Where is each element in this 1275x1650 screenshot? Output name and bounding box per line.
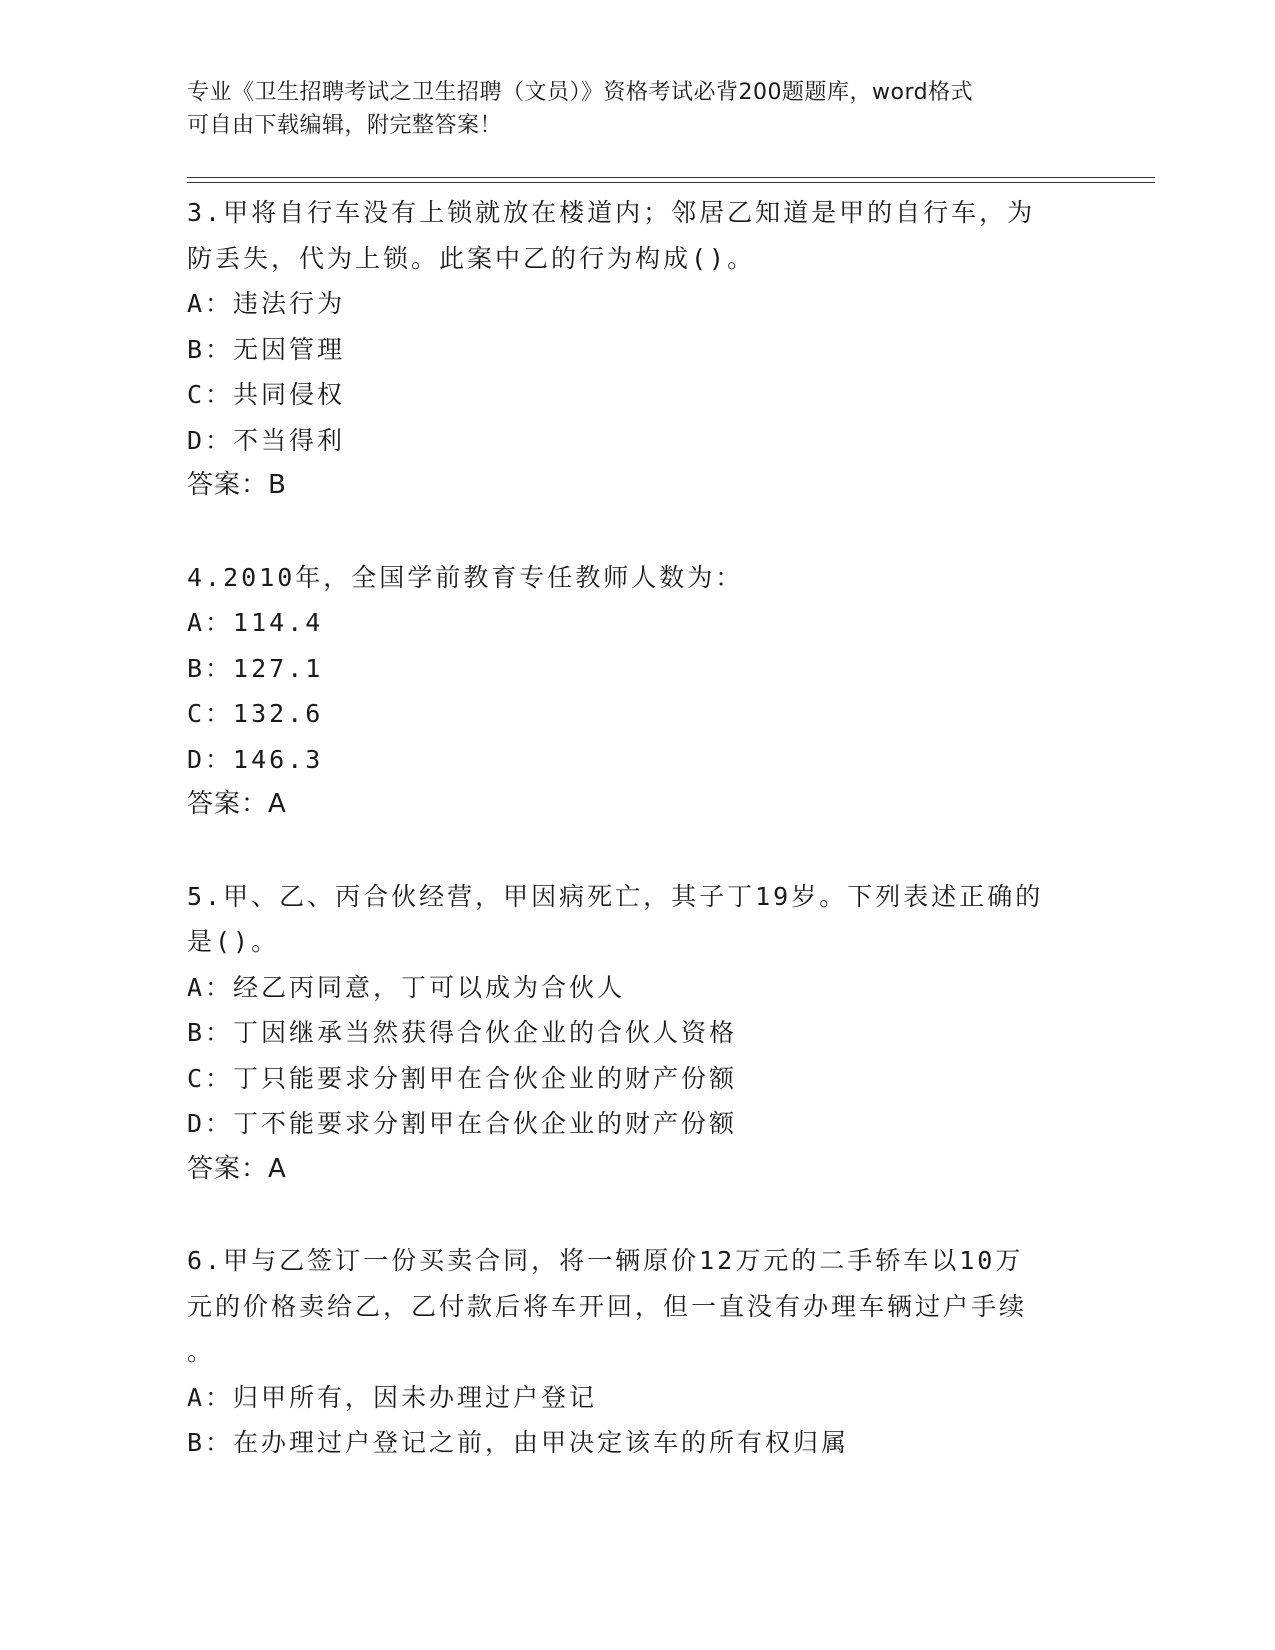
option-b: B：在办理过户登记之前，由甲决定该车的所有权归属 [187,1428,850,1457]
question-stem: 。 [187,1337,216,1366]
option-c: C：共同侵权 [187,380,346,409]
header-line-2: 可自由下载编辑，附完整答案！ [187,113,503,138]
question-stem: 4.2010年，全国学前教育专任教师人数为： [187,562,744,592]
question-list [187,190,1087,1512]
option-a: A：114.4 [187,608,324,637]
option-c: C：丁只能要求分割甲在合伙企业的财产份额 [187,1063,738,1093]
question-5 [187,874,1087,1193]
question-stem: 6.甲与乙签订一份买卖合同，将一辆原价12万元的二手轿车以10万 [187,1246,1024,1275]
header-line-1: 专业《卫生招聘考试之卫生招聘（文员）》资格考试必背200题题库，word格式 [187,80,974,105]
option-a: A：归甲所有，因未办理过户登记 [187,1382,598,1412]
answer: 答案：B [187,470,287,500]
question-stem: 元的价格卖给乙，乙付款后将车开回，但一直没有办理车辆过户手续 [187,1291,1028,1321]
question-stem: 是()。 [187,927,280,956]
option-c: C：132.6 [187,699,324,728]
option-b: B：127.1 [187,653,324,683]
option-d: D：不当得利 [187,425,346,455]
document-header [187,76,1087,142]
option-d: D：146.3 [187,744,324,774]
answer: 答案：A [187,789,287,819]
option-b: B：丁因继承当然获得合伙企业的合伙人资格 [187,1018,738,1047]
option-b: B：无因管理 [187,334,346,364]
answer: 答案：A [187,1153,287,1184]
option-a: A：经乙丙同意，丁可以成为合伙人 [187,972,626,1002]
question-stem: 防丢失，代为上锁。此案中乙的行为构成()。 [187,243,756,273]
question-3 [187,190,1087,509]
question-6 [187,1238,1087,1466]
question-stem: 5.甲、乙、丙合伙经营，甲因病死亡，其子丁19岁。下列表述正确的 [187,881,1044,911]
question-4 [187,555,1087,828]
option-d: D：丁不能要求分割甲在合伙企业的财产份额 [187,1109,738,1138]
option-a: A：违法行为 [187,289,346,318]
question-stem: 3.甲将自行车没有上锁就放在楼道内；邻居乙知道是甲的自行车，为 [187,198,1036,227]
header-divider [187,177,1155,183]
